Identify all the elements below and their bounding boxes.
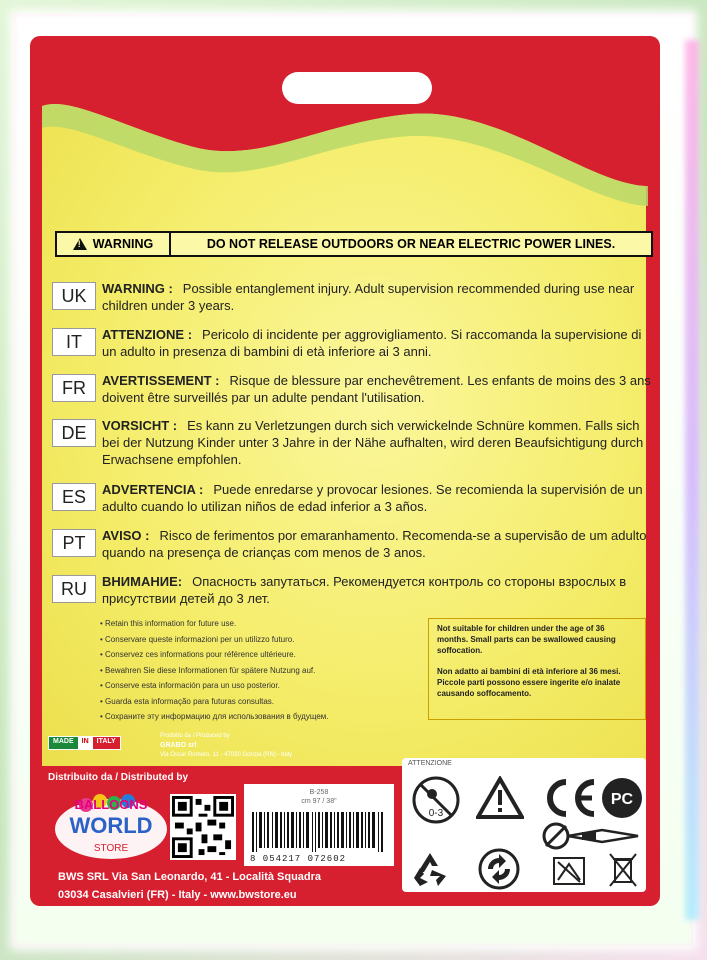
lang-text: Risque de blessure par enchevêtrement. Les enfants de moins des 3 ans doivent être surveillés par un adulte pendant l'utilisation. [102,373,651,405]
lang-code: PT [52,529,96,557]
lang-heading: ATTENZIONE : [102,327,193,342]
warning-triangle-icon [73,238,87,250]
warning-label-cell [57,233,171,255]
retain-note: • Guarda esta informação para futuras consultas. [100,694,410,710]
lang-block-pt [52,527,652,561]
warning-message: DO NOT RELEASE OUTDOORS OR NEAR ELECTRIC POWER LINES. [206,237,616,251]
barcode-bars [252,812,386,852]
safety-symbols-panel [402,758,646,892]
lang-text: Опасность запутаться. Рекомендуется контроль со стороны взрослых в присутствии детей до 3 лет. [102,574,627,606]
barcode [244,784,394,866]
lang-code: DE [52,419,96,447]
lang-text: Possible entanglement injury. Adult supervision recommended during use near children under 3 years. [102,281,635,313]
lang-heading: ADVERTENCIA : [102,482,204,497]
barcode-header [244,788,394,806]
made-mid: IN [78,737,93,749]
lang-text: Es kann zu Verletzungen durch sich verwickelnde Schnüre kommen. Falls sich bei der Nutzung Kinder unter 3 Jahre in der Nähe aufhalten, wird deren Beaufsichtigung durch Erwachsene empfohlen. [102,418,644,467]
no-chew-icon [552,854,586,886]
retain-note: • Bewahren Sie diese Informationen für spätere Nutzung auf. [100,663,410,679]
lang-text: Risco de ferimentos por emaranhamento. Recomenda-se a supervisão de um adulto quando na presença de crianças com menos de 3 anos. [102,528,647,560]
balloons-world-logo [52,789,170,863]
balloon-pump-icon [542,822,644,850]
lang-code: IT [52,328,96,356]
logo-line1: BALLOONS [74,797,148,812]
hang-hole [282,72,432,104]
lang-code: RU [52,575,96,603]
age-mark: 0-3 [428,808,444,819]
lang-code: FR [52,374,96,402]
barcode-number: 8 054217 072602 [250,854,347,864]
lang-block-uk [52,280,652,314]
caution-triangle-icon [476,776,524,820]
logo-line3: STORE [93,843,129,854]
logo-line2: WORLD [69,813,153,838]
lang-code: ES [52,483,96,511]
small-parts-it: Non adatto ai bambini di età inferiore al 36 mesi. Piccole parti possono essere ingerite e/o inalate causando soffocamento. [437,667,621,698]
made-left: MADE [49,737,78,749]
producer-label: Prodotto da / Produced by [160,733,230,739]
producer-address: Via Oscar Romero, 11 - 47030 Gorizia (RN) - Italy [160,752,293,758]
warning-label: WARNING [92,237,154,251]
small-parts-en: Not suitable for children under the age of 36 months. Small parts can be swallowed causing soffocation. [437,624,616,655]
lang-block-ru [52,573,652,607]
retain-note: • Сохраните эту информацию для использования в будущем. [100,709,410,725]
retain-note: • Retain this information for future use. [100,616,410,632]
lang-block-es [52,481,652,515]
crossed-bin-icon [608,852,638,888]
lang-block-it [52,326,652,360]
retain-note: • Conserve esta información para un uso posterior. [100,678,410,694]
retain-note: • Conservare queste informazioni per un utilizzo futuro. [100,632,410,648]
green-dot-icon [478,848,520,890]
retain-notes [100,616,410,725]
svg-text:PC: PC [610,791,634,808]
made-in-italy-badge [48,736,121,750]
ce-mark-icon [540,776,598,820]
lang-text: Puede enredarse y provocar lesiones. Se recomienda la supervisión de un adulto cuando lo utilizan niños de edad inferior a 3 años. [102,482,643,514]
qr-code [170,794,236,860]
product-code: B-258 [309,789,329,796]
age-restriction-icon [408,772,464,828]
small-parts-warning [428,618,646,720]
producer-name: GRABO srl [160,742,197,749]
retain-note: • Conservez ces informations pour référence ultérieure. [100,647,410,663]
green-swoosh [30,36,660,236]
address-line1: BWS SRL Via San Leonardo, 41 - Località Squadra [58,871,322,883]
address-line2: 03034 Casalvieri (FR) - Italy - www.bwstore.eu [58,889,297,901]
lang-heading: VORSICHT : [102,418,178,433]
recycle-icon [410,850,450,888]
frame-edge [685,40,699,920]
lang-heading: ВНИМАНИЕ: [102,574,183,589]
lang-heading: AVERTISSEMENT : [102,373,220,388]
product-size: cm 97 / 38" [301,798,337,805]
package-card [30,36,660,906]
lang-block-fr [52,372,652,406]
lang-block-de [52,417,652,468]
warning-bar [55,231,653,257]
distributor-address [58,868,321,904]
distributor-label: Distribuito da / Distributed by [48,772,189,783]
eac-pct-mark-icon [600,776,644,820]
lang-text: Pericolo di incidente per aggrovigliamento. Si raccomanda la supervisione di un adulto in presenza di bambini di età inferiore ai 3 anni. [102,327,642,359]
made-right: ITALY [93,737,120,749]
lang-code: UK [52,282,96,310]
producer-info [160,732,292,760]
lang-heading: AVISO : [102,528,150,543]
lang-heading: WARNING : [102,281,173,296]
symbols-label: ATTENZIONE [408,760,452,767]
